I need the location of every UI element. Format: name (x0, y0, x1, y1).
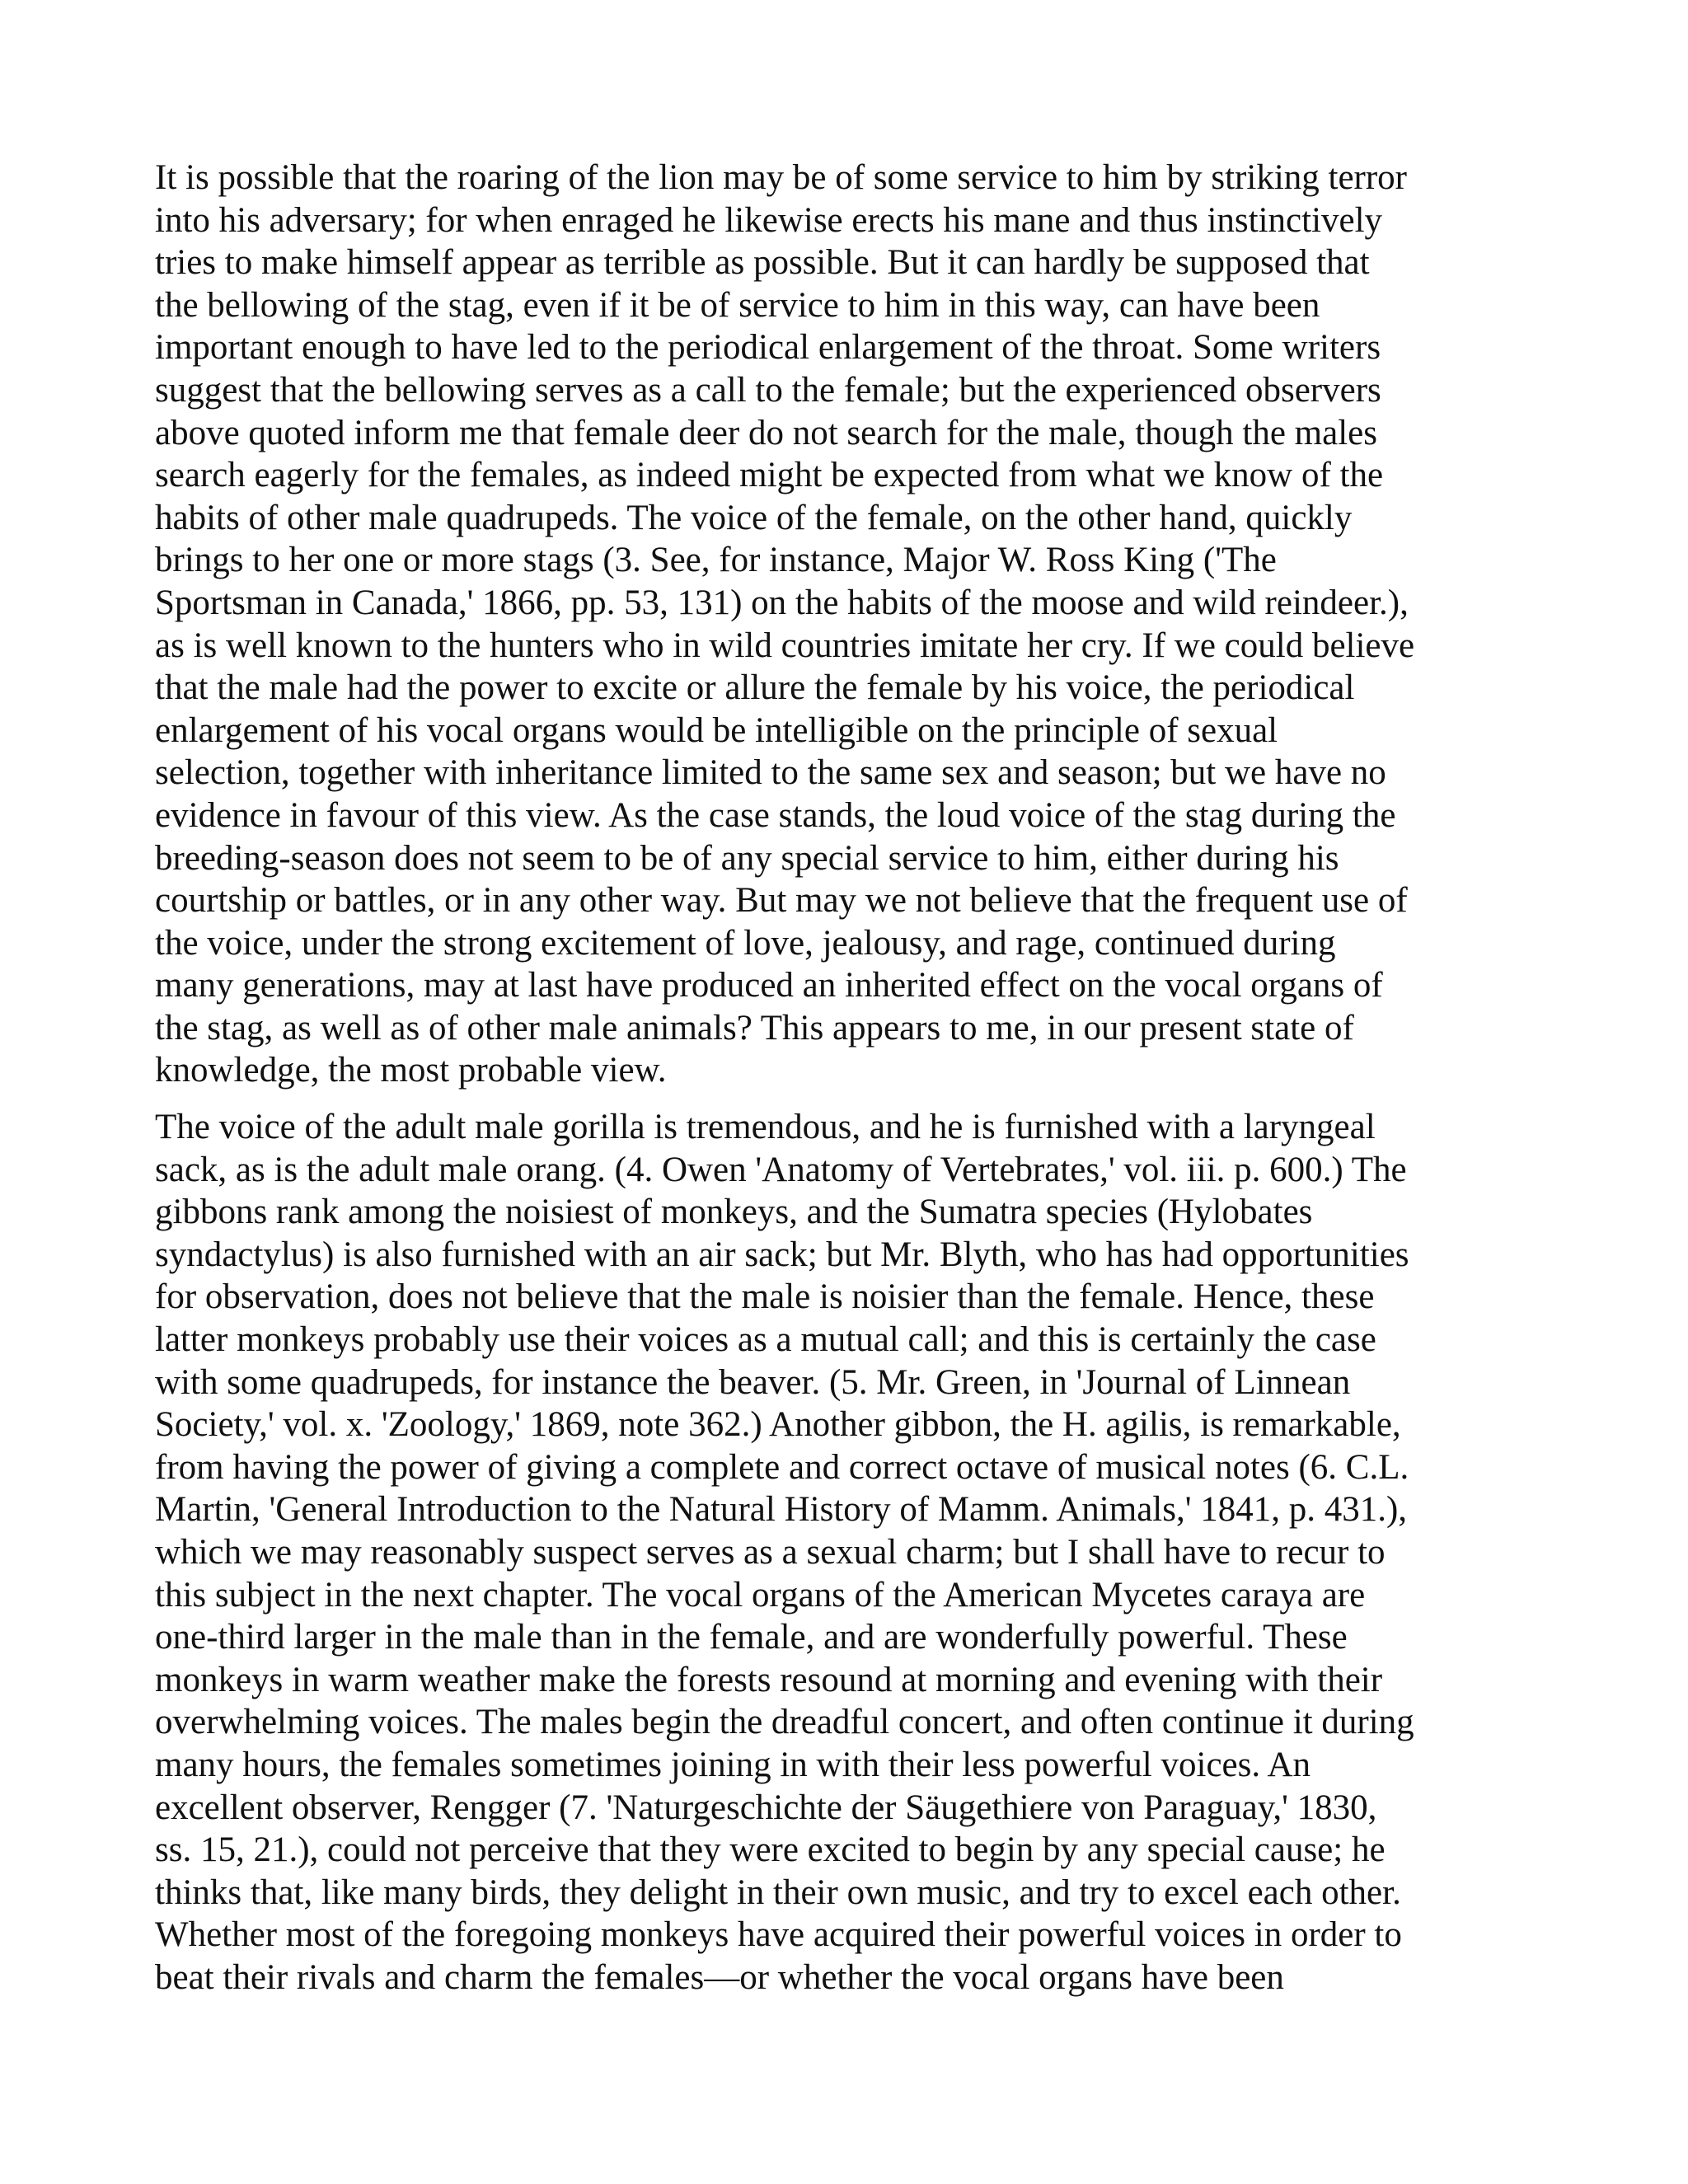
text-line: brings to her one or more stags (3. See, for instance, Major W. Ross King ('The (155, 541, 1277, 580)
text-line: breeding-season does not seem to be of any special service to him, either during his (155, 838, 1339, 878)
text-line: for observation, does not believe that the male is noisier than the female. Hence, these (155, 1277, 1375, 1317)
text-line: search eagerly for the females, as indeed might be expected from what we know of the (155, 456, 1384, 495)
text-line: It is possible that the roaring of the lion may be of some service to him by striking terror (155, 158, 1408, 197)
text-line: evidence in favour of this view. As the case stands, the loud voice of the stag during the (155, 795, 1396, 835)
text-line: the voice, under the strong excitement of love, jealousy, and rage, continued during (155, 923, 1336, 963)
text-line: Sportsman in Canada,' 1866, pp. 53, 131) on the habits of the moose and wild reindeer.), (155, 583, 1409, 622)
text-line: beat their rivals and charm the females—or whether the vocal organs have been (155, 1957, 1284, 1997)
text-line: thinks that, like many birds, they delight in their own music, and try to excel each other. (155, 1872, 1401, 1912)
text-line: suggest that the bellowing serves as a call to the female; but the experienced observers (155, 370, 1381, 410)
text-line: courtship or battles, or in any other way. But may we not believe that the frequent use of (155, 881, 1408, 921)
text-line: many hours, the females sometimes joining in with their less powerful voices. An (155, 1745, 1311, 1784)
text-line: enlargement of his vocal organs would be intelligible on the principle of sexual (155, 710, 1278, 750)
paragraph-1 (155, 157, 1540, 1092)
text-line: the stag, as well as of other male animals? This appears to me, in our present state of (155, 1008, 1354, 1047)
text-line: Society,' vol. x. 'Zoology,' 1869, note 362.) Another gibbon, the H. agilis, is remarkable, (155, 1405, 1401, 1445)
text-line: this subject in the next chapter. The vocal organs of the American Mycetes caraya are (155, 1575, 1366, 1615)
text-line: above quoted inform me that female deer do not search for the male, though the males (155, 413, 1377, 452)
text-line: monkeys in warm weather make the forests resound at morning and evening with their (155, 1660, 1383, 1699)
text-line: Martin, 'General Introduction to the Natural History of Mamm. Animals,' 1841, p. 431.), (155, 1490, 1408, 1530)
text-line: knowledge, the most probable view. (155, 1051, 667, 1090)
text-line: syndactylus) is also furnished with an air sack; but Mr. Blyth, who has had opportunities (155, 1235, 1409, 1274)
document-page (155, 157, 1540, 1999)
text-line: selection, together with inheritance limited to the same sex and season; but we have no (155, 753, 1386, 793)
text-line: sack, as is the adult male orang. (4. Owen 'Anatomy of Vertebrates,' vol. iii. p. 600.) The (155, 1150, 1407, 1189)
text-line: many generations, may at last have produced an inherited effect on the vocal organs of (155, 966, 1383, 1005)
text-line: latter monkeys probably use their voices as a mutual call; and this is certainly the case (155, 1320, 1376, 1360)
text-line: the bellowing of the stag, even if it be of service to him in this way, can have been (155, 285, 1320, 325)
text-line: overwhelming voices. The males begin the dreadful concert, and often continue it during (155, 1703, 1414, 1742)
text-line: with some quadrupeds, for instance the beaver. (5. Mr. Green, in 'Journal of Linnean (155, 1362, 1351, 1402)
paragraph-2 (155, 1106, 1540, 1999)
text-line: excellent observer, Rengger (7. 'Naturgeschichte der Säugethiere von Paraguay,' 1830, (155, 1788, 1377, 1827)
text-line: into his adversary; for when enraged he likewise erects his mane and thus instinctively (155, 200, 1383, 240)
text-line: as is well known to the hunters who in wild countries imitate her cry. If we could believe (155, 626, 1415, 665)
text-line: Whether most of the foregoing monkeys have acquired their powerful voices in order to (155, 1915, 1402, 1955)
text-line: tries to make himself appear as terrible as possible. But it can hardly be supposed that (155, 243, 1370, 283)
text-line: one-third larger in the male than in the female, and are wonderfully powerful. These (155, 1618, 1348, 1657)
text-line: from having the power of giving a complete and correct octave of musical notes (6. C.L. (155, 1447, 1409, 1487)
text-line: important enough to have led to the periodical enlargement of the throat. Some writers (155, 328, 1381, 368)
text-line: habits of other male quadrupeds. The voice of the female, on the other hand, quickly (155, 498, 1353, 537)
text-line: gibbons rank among the noisiest of monkeys, and the Sumatra species (Hylobates (155, 1193, 1313, 1232)
text-line: ss. 15, 21.), could not perceive that they were excited to begin by any special cause; he (155, 1830, 1386, 1870)
text-line: The voice of the adult male gorilla is tremendous, and he is furnished with a laryngeal (155, 1108, 1376, 1147)
text-line: which we may reasonably suspect serves as a sexual charm; but I shall have to recur to (155, 1533, 1386, 1572)
text-line: that the male had the power to excite or allure the female by his voice, the periodical (155, 668, 1355, 708)
